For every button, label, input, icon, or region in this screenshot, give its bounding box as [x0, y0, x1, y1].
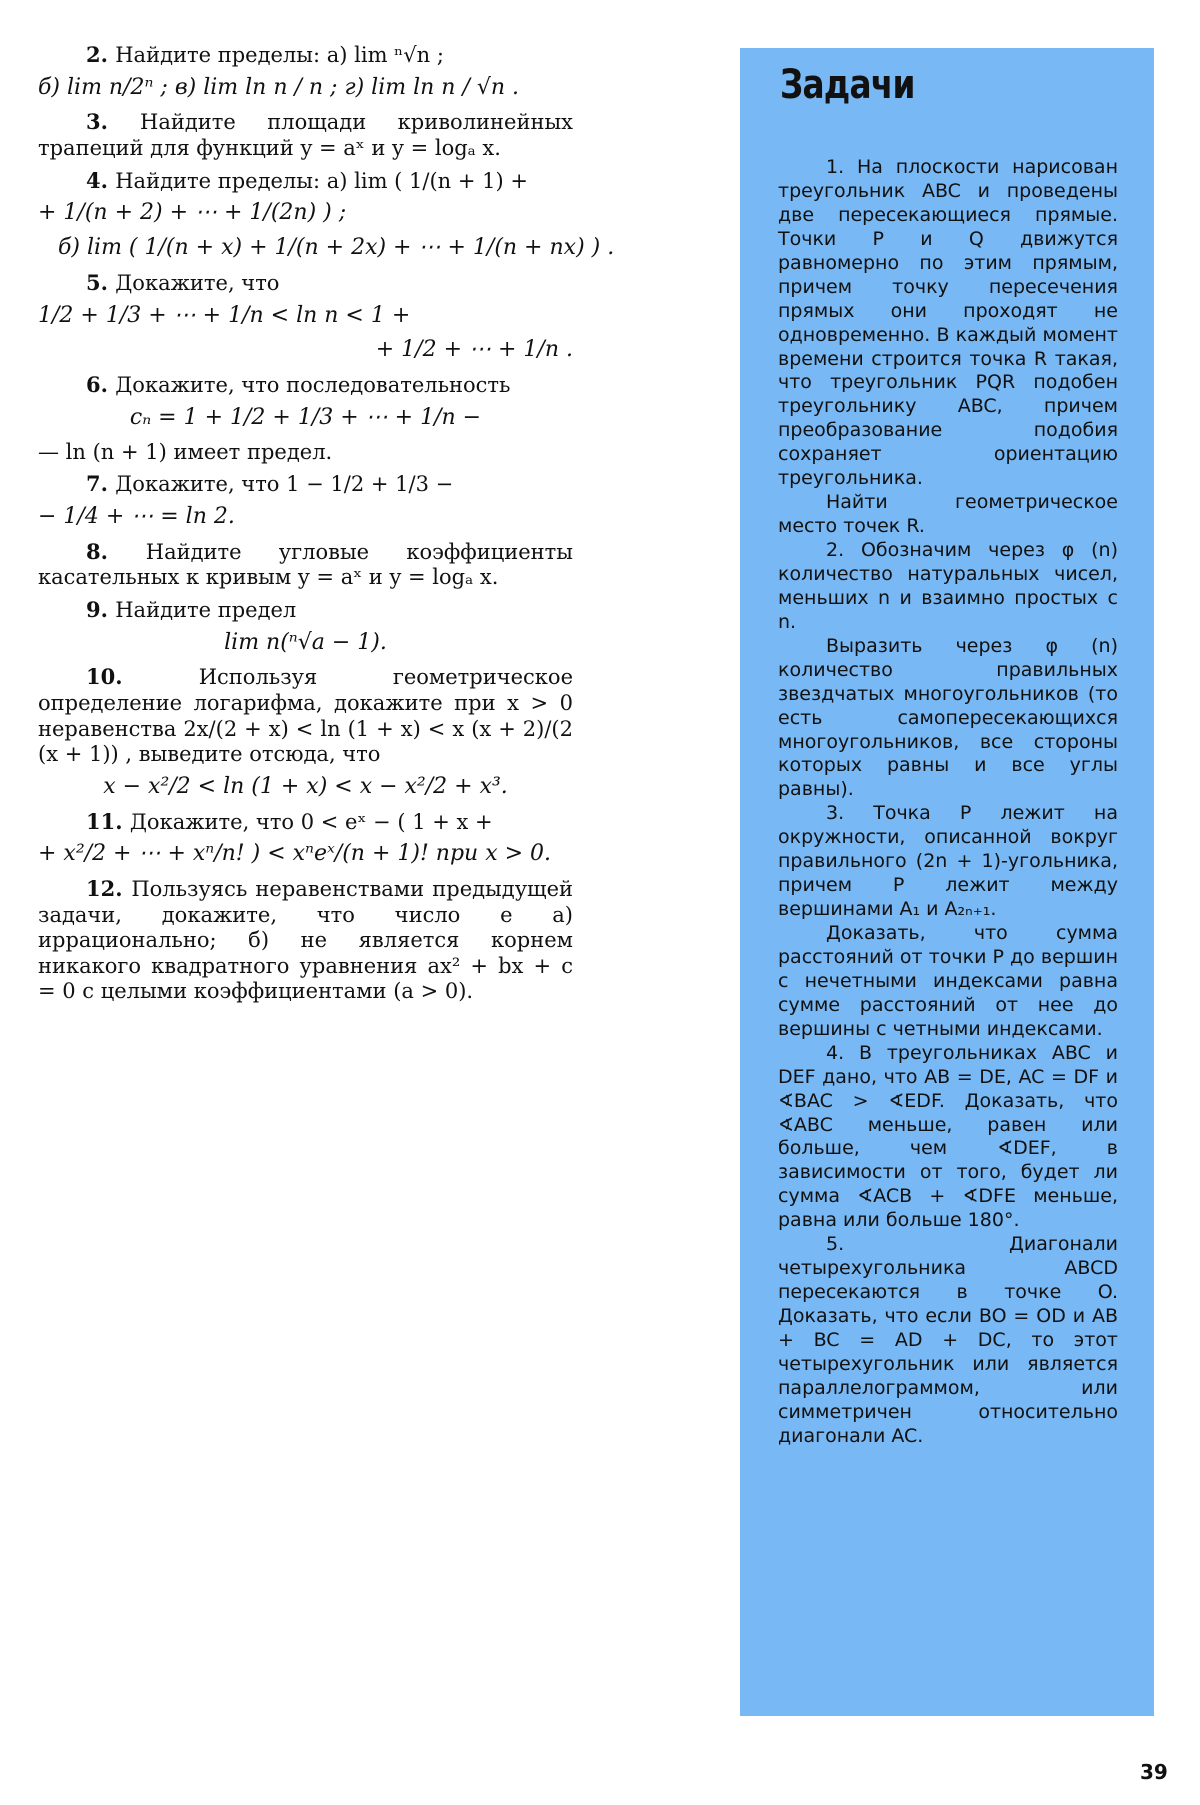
problem-number: 12.	[86, 876, 132, 902]
problem-5: 5. Докажите, что	[86, 269, 280, 295]
problem-9: 9. Найдите предел	[86, 596, 297, 622]
problem-2: 2. Найдите пределы: а) lim ⁿ√n ;	[86, 42, 444, 67]
problem-2-limits: б) lim n/2ⁿ ; в) lim ln n / n ; г) lim ln n / √n .	[38, 74, 520, 100]
problem-4b-sum: б) lim ( 1/(n + x) + 1/(n + 2x) + ⋯ + 1/(n + nx) ) .	[58, 235, 615, 261]
problem-7: 7. Докажите, что 1 − 1/2 + 1/3 −	[86, 471, 454, 497]
task-1: 1. На плоскости нарисован треугольник ABC и проведены две пересекающиеся прямые. Точки P и Q движутся равномерно по этим прямым, причем точку пересечения прямых они проходят не одновременно. В каждый момент времени строится точка R такая, что треугольник PQR подобен треугольнику ABC, причем преобразование подобия сохраняет ориентацию треугольника.	[778, 156, 1118, 490]
problem-6-cont: — ln (n + 1) имеет предел.	[38, 439, 333, 464]
problem-12: 12. Пользуясь неравенствами предыдущей задачи, докажите, что число e а) иррационально; б) не является корнем никакого квадратного уравнения ax² + bx + c = 0 с целыми коэффициентами (a > 0).	[38, 876, 573, 1004]
problem-number: 5.	[86, 269, 116, 295]
problem-number: 7.	[86, 471, 116, 497]
problem-4a-sum: + 1/(n + 2) + ⋯ + 1/(2n) ) ;	[38, 200, 347, 226]
problem-5-inequality-cont: + 1/2 + ⋯ + 1/n .	[375, 337, 573, 363]
problem-9-limit: lim n(ⁿ√a − 1).	[224, 629, 387, 655]
problem-number: 2.	[86, 42, 116, 67]
problem-11-inequality: + x²/2 + ⋯ + xⁿ/n! ) < xⁿeˣ/(n + 1)! при x > 0.	[38, 841, 552, 867]
problem-6-sequence: cₙ = 1 + 1/2 + 1/3 + ⋯ + 1/n −	[129, 404, 482, 430]
problem-number: 9.	[86, 596, 116, 622]
problem-6: 6. Докажите, что последовательность	[86, 372, 511, 398]
task-2: 2. Обозначим через φ (n) количество натуральных чисел, меньших n и взаимно простых с n.	[778, 539, 1118, 633]
page-number: 39	[1140, 1760, 1168, 1784]
problem-number: 8.	[86, 538, 146, 564]
problem-7-series: − 1/4 + ⋯ = ln 2.	[38, 503, 235, 529]
panel-title: Задачи	[780, 62, 915, 108]
problem-4: 4. Найдите пределы: а) lim ( 1/(n + 1) +	[86, 167, 528, 193]
problem-number: 6.	[86, 372, 116, 398]
task-4: 4. В треугольниках ABC и DEF дано, что AB = DE, AC = DF и ∢BAC > ∢EDF. Доказать, что ∢ABC меньше, равен или больше, чем ∢DEF, в зависимости от того, будет ли сумма ∢ACB + ∢DFE меньше, равна или больше 180°.	[778, 1041, 1118, 1232]
problem-5-inequality: 1/2 + 1/3 + ⋯ + 1/n < ln n < 1 +	[38, 302, 411, 328]
panel-body	[778, 156, 1118, 1449]
problem-10-inequality: x − x²/2 < ln (1 + x) < x − x²/2 + x³.	[103, 773, 508, 799]
task-1-question: Найти геометрическое место точек R.	[778, 491, 1118, 538]
problem-number: 10.	[86, 664, 199, 690]
problem-number: 3.	[86, 109, 141, 135]
problem-3: 3. Найдите площади криволинейных трапеций для функций y = aˣ и y = logₐ x.	[38, 109, 574, 161]
task-2-question: Выразить через φ (n) количество правильных звездчатых многоугольников (то есть самопересекающихся многоугольников, все стороны которых равны и все углы равны).	[778, 634, 1118, 801]
problem-11: 11. Докажите, что 0 < eˣ − ( 1 + x +	[86, 808, 493, 834]
task-3: 3. Точка P лежит на окружности, описанной вокруг правильного (2n + 1)-угольника, причем P лежит между вершинами A₁ и A₂ₙ₊₁.	[778, 802, 1118, 921]
problem-list	[38, 42, 615, 1011]
problem-8: 8. Найдите угловые коэффициенты касательных к кривым y = aˣ и y = logₐ x.	[38, 538, 573, 590]
task-5: 5. Диагонали четырехугольника ABCD пересекаются в точке O. Доказать, что если BO = OD и AB + BC = AD + DC, то этот четырехугольник или является параллелограммом, или симметричен относительно диагонали AC.	[778, 1233, 1118, 1447]
problem-10: 10. Используя геометрическое определение логарифма, докажите при x > 0 неравенства 2x/(2 + x) < ln (1 + x) < x (x + 2)/(2 (x + 1)) , выведите отсюда, что	[38, 664, 573, 767]
tasks-panel	[740, 48, 1154, 1716]
problem-number: 4.	[86, 167, 116, 193]
task-3-question: Доказать, что сумма расстояний от точки P до вершин с нечетными индексами равна сумме расстояний от нее до вершины с четными индексами.	[778, 922, 1118, 1040]
problem-number: 11.	[86, 808, 130, 834]
